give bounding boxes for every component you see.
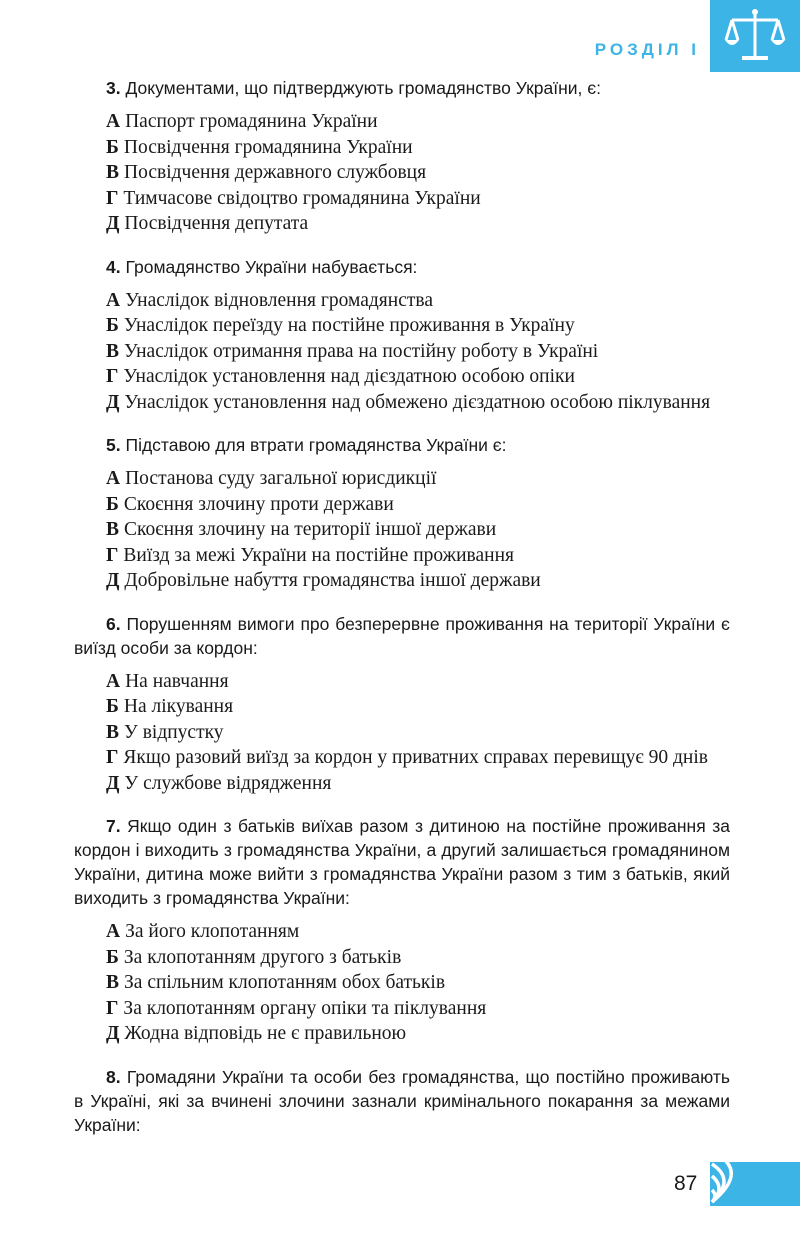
question-block	[74, 814, 730, 1047]
answer-option: Д У службове відрядження	[106, 772, 332, 794]
footer-badge	[710, 1162, 800, 1206]
answer-option: В Посвідчення державного службовця	[106, 162, 427, 183]
answer-option: А Унаслідок відновлення громадянства	[106, 289, 433, 311]
answer-option: Б Унаслідок переїзду на постійне проживання в Україну	[106, 315, 575, 336]
answer-option: А Паспорт громадянина України	[106, 111, 378, 132]
answer-option: Г Виїзд за межі України на постійне проживання	[106, 544, 514, 566]
answer-option: А На навчання	[106, 670, 229, 692]
answer-option: Д Посвідчення депутата	[106, 213, 309, 234]
question-block	[74, 433, 730, 594]
answer-option: В За спільним клопотанням обох батьків	[106, 972, 446, 993]
answer-option: Б За клопотанням другого з батьків	[106, 946, 402, 968]
question-block	[74, 1065, 730, 1137]
section-label: РОЗДІЛ І	[594, 40, 700, 59]
answer-option: Б Посвідчення громадянина України	[106, 136, 413, 158]
page-number: 87	[674, 1172, 698, 1195]
answer-option: Г За клопотанням органу опіки та піклування	[106, 997, 487, 1019]
question-text: 8. Громадяни України та особи без громадянства, що постійно проживають в Україні, які за вчинені злочини зазнали кримінального покарання за межами України:	[74, 1066, 730, 1135]
answer-option: В Унаслідок отримання права на постійну роботу в Україні	[106, 340, 599, 362]
answer-option: Г Унаслідок установлення над дієздатною особою опіки	[106, 366, 575, 387]
question-text: 6. Порушенням вимоги про безперервне проживання на території України є виїзд особи за кордон:	[74, 613, 730, 658]
header-badge	[710, 0, 800, 72]
signal-waves-icon	[710, 1162, 760, 1206]
question-block	[74, 612, 730, 797]
question-text: 3. Документами, що підтверджують громадянство України, є:	[106, 78, 602, 98]
answer-option: В Скоєння злочину на території іншої держави	[106, 519, 497, 540]
page-content	[74, 76, 730, 1146]
question-text: 7. Якщо один з батьків виїхав разом з дитиною на постійне проживання за кордон і виходить з громадянства України, а другий залишається громадянином України, дитина може вийти з громадянства України разом з тим з батьків, який виходить з громадянства України:	[74, 816, 730, 908]
question-block	[74, 255, 730, 416]
question-text: 4. Громадянство України набувається:	[106, 256, 418, 277]
answer-option: А За його клопотанням	[106, 921, 300, 942]
scales-icon	[724, 6, 786, 66]
question-text: 5. Підставою для втрати громадянства України є:	[106, 435, 507, 455]
answer-option: А Постанова суду загальної юрисдикції	[106, 468, 437, 489]
question-block	[74, 76, 730, 237]
answer-option: Б На лікування	[106, 696, 234, 717]
answer-option: Д Унаслідок установлення над обмежено дієздатною особою піклування	[106, 391, 711, 413]
answer-option: Г Якщо разовий виїзд за кордон у приватних справах перевищує 90 днів	[106, 747, 708, 768]
answer-option: В У відпустку	[106, 721, 224, 743]
answer-option: Б Скоєння злочину проти держави	[106, 493, 394, 515]
answer-option: Г Тимчасове свідоцтво громадянина України	[106, 187, 481, 209]
answer-option: Д Добровільне набуття громадянства іншої держави	[106, 570, 541, 591]
answer-option: Д Жодна відповідь не є правильною	[106, 1023, 407, 1044]
